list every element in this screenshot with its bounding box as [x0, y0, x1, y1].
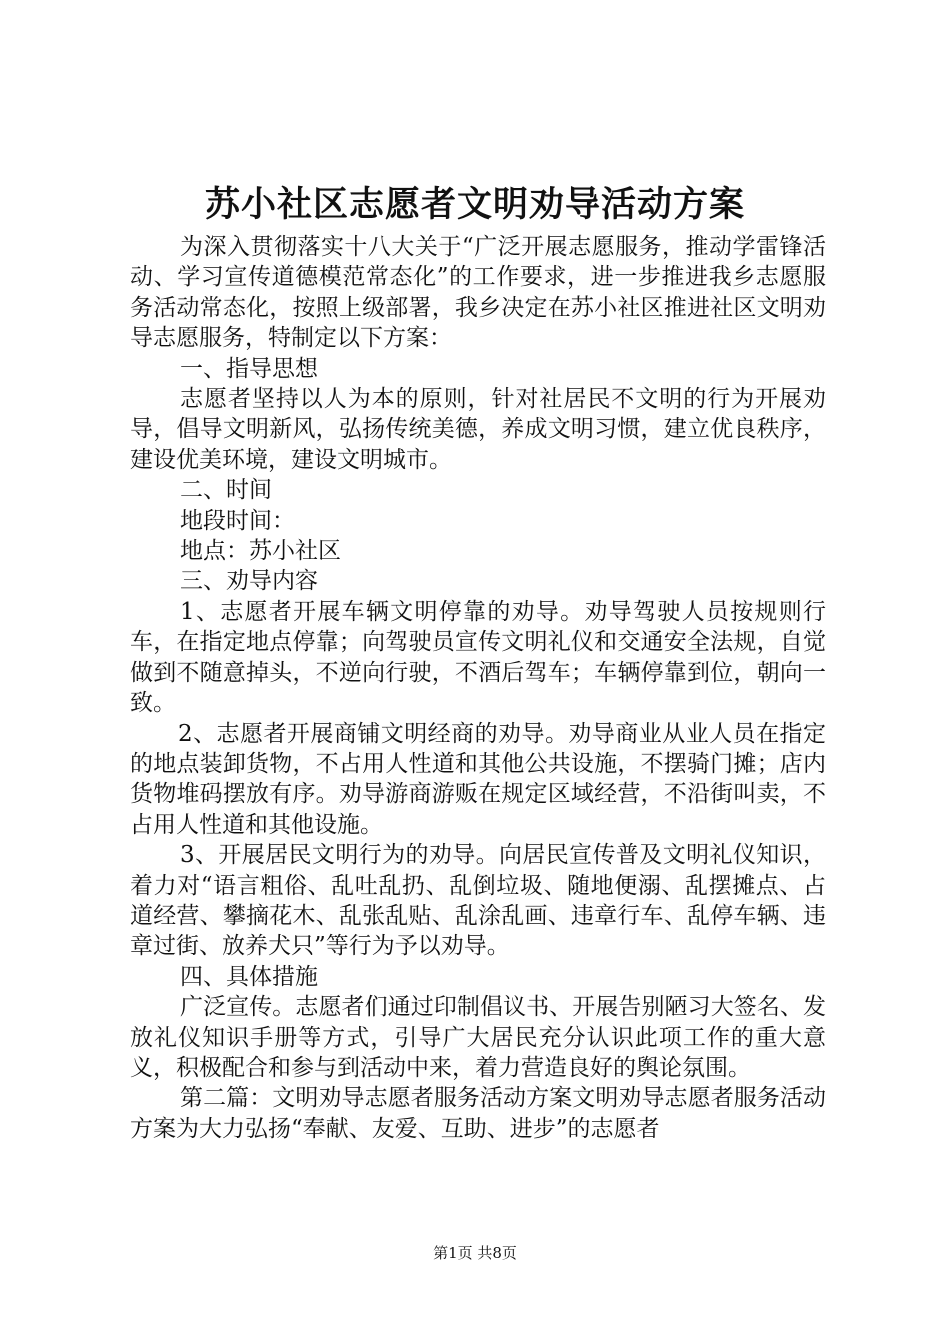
measures-paragraph: 广泛宣传。志愿者们通过印制倡议书、开展告别陋习大签名、发放礼仪知识手册等方式，引导广大居民充分认识此项工作的重大意义，积极配合和参与到活动中来，着力营造良好的舆论氛围。 [130, 994, 826, 1081]
section-heading-content: 三、劝导内容 [180, 568, 318, 595]
second-article-paragraph: 第二篇：文明劝导志愿者服务活动方案文明劝导志愿者服务活动方案为大力弘扬“奉献、友爱、互助、进步”的志愿者 [130, 1085, 826, 1142]
document-title: 苏小社区志愿者文明劝导活动方案 [204, 184, 745, 225]
page-number: 第1页 共8页 [433, 1244, 517, 1262]
section-heading-guiding-thought: 一、指导思想 [180, 355, 318, 382]
content-item-vehicles: 1、志愿者开展车辆文明停靠的劝导。劝导驾驶人员按规则行车，在指定地点停靠；向驾驶员宣传文明礼仪和交通安全法规，自觉做到不随意掉头，不逆向行驶，不酒后驾车；车辆停靠到位，朝向一致。 [130, 598, 826, 717]
document-body [130, 232, 826, 1144]
intro-paragraph: 为深入贯彻落实十八大关于“广泛开展志愿服务，推动学雷锋活动、学习宣传道德模范常态化”的工作要求，进一步推进我乡志愿服务活动常态化，按照上级部署，我乡决定在苏小社区推进社区文明劝导志愿服务，特制定以下方案： [130, 234, 826, 352]
content-item-shops: 2、志愿者开展商铺文明经商的劝导。劝导商业从业人员在指定的地点装卸货物，不占用人性道和其他公共设施，不摆骑门摊；店内货物堆码摆放有序。劝导游商游贩在规定区域经营，不沿街叫卖，不占用人性道和其他设施。 [130, 720, 826, 838]
section-heading-time: 二、时间 [180, 477, 272, 504]
time-line: 地段时间： [180, 507, 295, 534]
section-heading-measures: 四、具体措施 [180, 963, 318, 990]
location-line: 地点：苏小社区 [180, 538, 341, 565]
content-item-residents: 3、开展居民文明行为的劝导。向居民宣传普及文明礼仪知识，着力对“语言粗俗、乱吐乱扔、乱倒垃圾、随地便溺、乱摆摊点、占道经营、攀摘花木、乱张乱贴、乱涂乱画、违章行车、乱停车辆、违章过街、放养犬只”等行为予以劝导。 [130, 842, 826, 960]
guiding-thought-paragraph: 志愿者坚持以人为本的原则，针对社居民不文明的行为开展劝导，倡导文明新风，弘扬传统美德，养成文明习惯，建立优良秩序，建设优美环境，建设文明城市。 [130, 386, 826, 473]
